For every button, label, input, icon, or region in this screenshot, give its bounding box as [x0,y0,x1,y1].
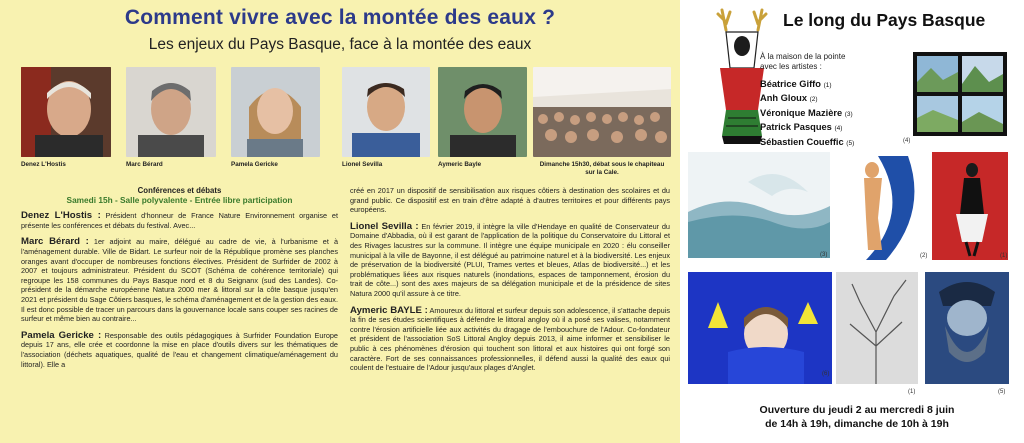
text-column-left [21,186,338,376]
photo-pamela-gericke [231,67,320,157]
artwork-number: (5) [998,389,1006,395]
bio-pamela: Pamela Gericke : Responsable des outils pédagogiques à Surfrider Foundation Europe depuis 17 ans, elle crée et coordonne la mise en place d'outils divers sur les thématiques de l'association (déchets aquatiques, qualité de l'eau et changement climatique/aménagement du littoral). Elle a [21,329,338,369]
artist-item: Sébastien Coueffic (5) [760,136,855,147]
photo-caption: Denez L'Hostis [21,161,66,168]
artist-item: Patrick Pasques (4) [760,122,843,133]
photo-debat-chapiteau [533,67,671,157]
artwork-red-dancer [932,152,1008,260]
exhibition-title: Le long du Pays Basque [783,10,986,30]
opening-hours: Ouverture du jeudi 2 au mercredi 8 juin de 14h à 19h, dimanche de 10h à 19h [759,404,955,430]
artwork-number: (4) [903,138,911,144]
photo-lionel-sevilla [342,67,430,157]
artwork-tree [836,272,918,384]
section-subheading: Samedi 15h - Salle polyvalente - Entrée libre participation [66,194,293,205]
bio-denez: Denez L'Hostis : Président d'honneur de France Nature Environnement organise et présente les conférences et débats du festival. Avec... [21,210,338,230]
artwork-number: (3) [820,252,828,258]
bio-marc: Marc Bérard : 1er adjoint au maire, délégué au cadre de vie, à l'urbanisme et à l'aménagement durable. Ville de Bidart. Le surfeur noir de la République promène ses planches oranges avant d'occuper de nombreuses fonctions électives. Président de Surfrider de 2002 à 2007 et toujours administrateur. Président du SCOT (Schéma de cohérence territoriale) qui regroupe les 158 communes du Pays Basque nord et 8 du Seignanx (sud des Landes). Co-président de la démarche européenne Natura 2000 mer & littoral sur la côte basque jusqu'en 2021 et président du Sage Côtiers basques, le schéma d'aménagement et de la gestion des eaux. Il est donc possible de tracer un parcours dans la gouvernance locale sans couper ses racines de surfeur et même bien au contraire... [21,236,338,324]
artist-item: Béatrice Giffo (1) [760,79,832,89]
artwork-number: (1) [1000,253,1008,259]
photo-caption: Aymeric Bayle [438,161,482,168]
page-subtitle: Les enjeux du Pays Basque, face à la montée des eaux [148,36,532,53]
artist-item: Véronique Mazière (3) [760,107,853,118]
photo-caption: Dimanche 15h30, débat sous le chapiteau sur la Cale. [539,161,665,176]
artwork-bearded-portrait [925,272,1009,384]
photo-caption: Pamela Gericke [231,161,278,168]
bio-lionel: Lionel Sevilla : En février 2019, il intègre la ville d'Hendaye en qualité de Conservateur du Domaine d'Abbadia, où il est garant de l'application de la politique du Conservatoire du Littoral et des Rivages lacustres sur la commune. Il intègre une équipe municipale en 2020 : élu conseiller municipal à la ville de Bayonne, il est délégué au patrimoine naturel et à la biodiversité. Les enjeux de préservation de la biodiversité (PLUI, Trames vertes et bleues, Atlas de biodiversité...) et les problématiques liées aux risques naturels (inondations, espaces de tamponnement, érosion du trait de côte...) sont des axes majeurs de sa délégation municipale et de la présidence de sites Natura 2000 qu'il assure à ce titre. [350,220,670,298]
artwork-swimmer [688,272,832,384]
bio-pamela-continued: créé en 2017 un dispositif de sensibilisation aux risques côtiers à destination des scolaires et du grand public. Ce dispositif est en train d'être adapté à d'autres territoires et pour différents pays européens. [350,186,670,215]
bio-aymeric: Aymeric BAYLE : Amoureux du littoral et surfeur depuis son adolescence, il s'attache depuis la fin de ses études scientifiques à défendre le littoral angloy où il a posé ses valises, notamment contre l'érosion artificielle liée aux activités du dragage de l'embouchure de l'Adour. Co-fondateur et président de l'association SoS Littoral Angloy depuis 2013, il aime informer et sensibiliser le public à ces phénomènes d'érosion qui touchent son littoral et aux histoires qui ont forgé son caractère. Fort de ses connaissances professionnelles, il défend aussi la qualité des eaux qui coulent de l'estuaire de l'Adour jusqu'aux plages d'Anglet. [350,304,670,373]
photo-caption: Marc Bérard [126,161,163,168]
photo-marc-berard [126,67,216,157]
artwork-landscape-grid [913,52,1007,136]
text-column-right [350,186,670,380]
page-title: Comment vivre avec la montée des eaux ? [124,6,556,29]
artwork-number: (2) [920,253,928,259]
section-heading: Conférences et débats [137,186,222,195]
artwork-number: (6) [822,371,830,377]
artwork-number: (1) [908,389,916,395]
artist-item: Anh Gloux (2) [760,93,818,104]
photo-caption: Lionel Sevilla [342,161,383,168]
artwork-surfer [838,152,920,260]
exhibition-intro: À la maison de la pointe avec les artistes : [760,52,846,71]
photo-denez-lhostis [21,67,111,157]
photo-aymeric-bayle [438,67,527,157]
artwork-wave [688,152,830,258]
